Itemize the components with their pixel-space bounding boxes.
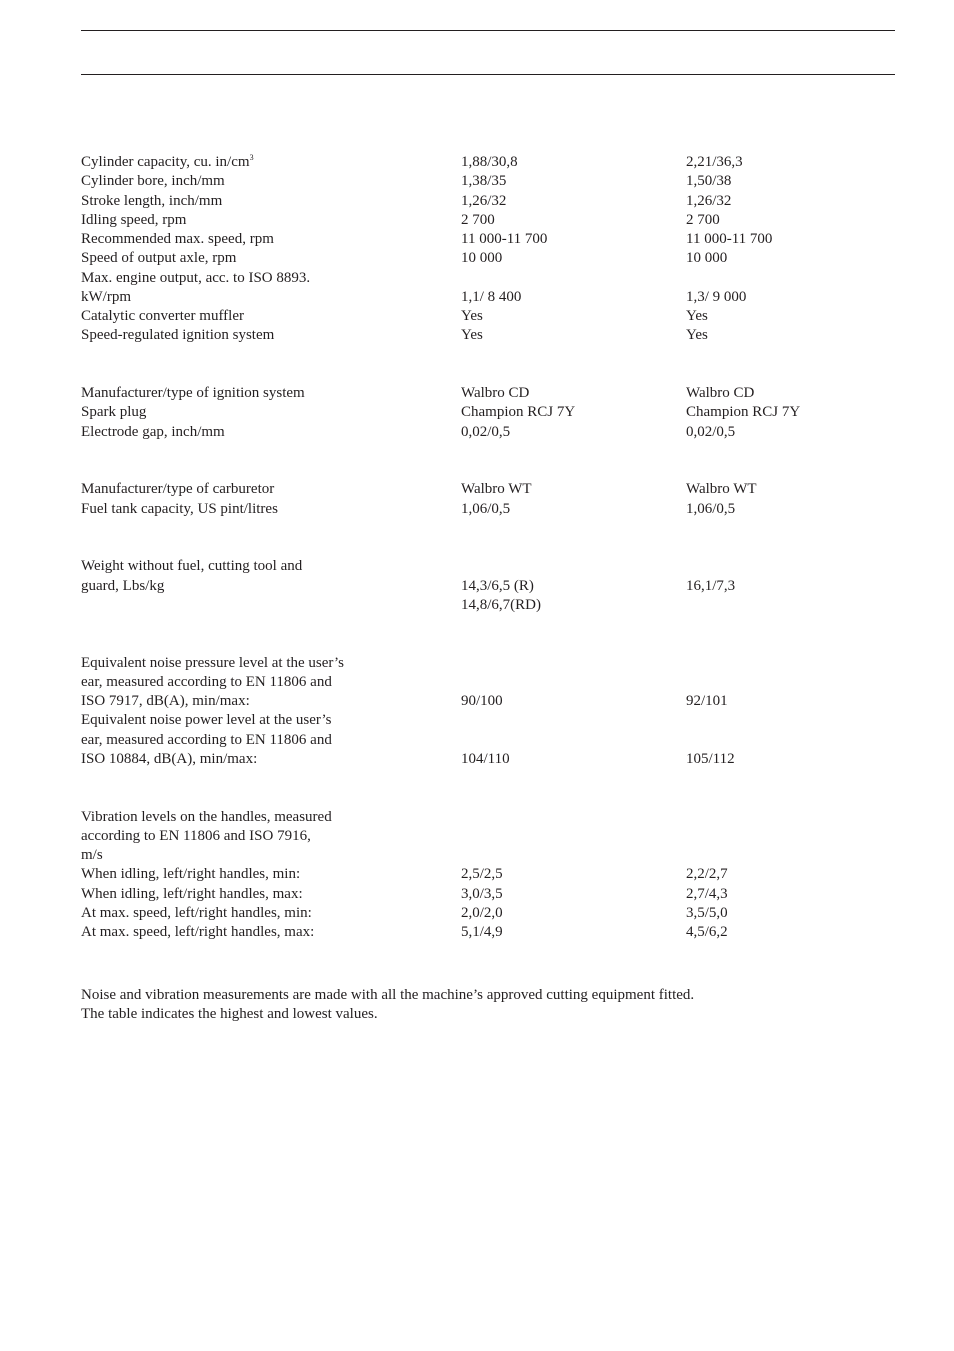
spec-label: Recommended max. speed, rpm bbox=[81, 231, 274, 247]
vibration-specs-group bbox=[81, 808, 895, 943]
spec-row bbox=[81, 153, 895, 172]
spec-label: Equivalent noise power level at the user’s bbox=[81, 712, 332, 729]
spec-row bbox=[81, 904, 895, 923]
spec-value-model-b: 10 000 bbox=[686, 250, 728, 267]
spec-row bbox=[81, 711, 895, 730]
spec-row bbox=[81, 885, 895, 904]
spec-row bbox=[81, 557, 895, 576]
spec-value-model-a: Champion RCJ 7Y bbox=[461, 404, 576, 421]
spec-row bbox=[81, 673, 895, 692]
spec-label: Manufacturer/type of ignition system bbox=[81, 385, 305, 401]
spec-value-model-a: 104/110 bbox=[461, 750, 510, 767]
spec-row bbox=[81, 403, 895, 422]
unit-superscript: 3 bbox=[249, 153, 254, 162]
spec-label: according to EN 11806 and ISO 7916, bbox=[81, 827, 311, 844]
spec-value-model-a: 1,26/32 bbox=[461, 192, 507, 209]
spec-value-model-b: 1,3/ 9 000 bbox=[686, 288, 747, 305]
spec-label: When idling, left/right handles, min: bbox=[81, 866, 301, 883]
spec-row bbox=[81, 211, 895, 230]
spec-row bbox=[81, 865, 895, 884]
spec-row bbox=[81, 500, 895, 519]
spec-label: ISO 10884, dB(A), min/max: bbox=[81, 750, 258, 767]
header-rule-bottom bbox=[81, 74, 895, 75]
spec-row bbox=[81, 480, 895, 499]
spec-row bbox=[81, 577, 895, 596]
spec-label: Equivalent noise pressure level at the user’s bbox=[81, 654, 344, 671]
spec-row bbox=[81, 172, 895, 191]
spec-label: When idling, left/right handles, max: bbox=[81, 885, 303, 902]
spec-value-model-b: 2 700 bbox=[686, 211, 720, 228]
spec-label: At max. speed, left/right handles, max: bbox=[81, 924, 315, 940]
spec-row bbox=[81, 692, 895, 711]
spec-label: Speed of output axle, rpm bbox=[81, 250, 237, 267]
spec-value-model-a: 5,1/4,9 bbox=[461, 924, 503, 940]
spec-label: Cylinder capacity, cu. $in/cm^3$ bbox=[81, 153, 254, 170]
spec-row bbox=[81, 307, 895, 326]
spec-label: kW/rpm bbox=[81, 288, 131, 305]
spec-row bbox=[81, 288, 895, 307]
weight-specs-group bbox=[81, 557, 895, 615]
spec-value-model-a: 0,02/0,5 bbox=[461, 423, 511, 440]
spec-value-model-a: 10 000 bbox=[461, 250, 503, 267]
spec-value-model-b: 105/112 bbox=[686, 750, 735, 767]
spec-value-model-a: 3,0/3,5 bbox=[461, 885, 503, 902]
spec-row bbox=[81, 423, 895, 442]
spec-value-model-b: Walbro CD bbox=[686, 385, 755, 401]
spec-label: Vibration levels on the handles, measured bbox=[81, 808, 332, 825]
spec-row bbox=[81, 596, 895, 615]
spec-value-model-b: Yes bbox=[686, 308, 708, 324]
spec-label: m/s bbox=[81, 847, 103, 863]
spec-value-model-a: Walbro CD bbox=[461, 385, 530, 401]
measurement-note bbox=[81, 986, 895, 1025]
spec-label: Weight without fuel, cutting tool and bbox=[81, 558, 303, 575]
spec-row bbox=[81, 846, 895, 865]
spec-row bbox=[81, 827, 895, 846]
spec-value-model-b: 1,50/38 bbox=[686, 173, 732, 190]
spec-value-model-b: 4,5/6,2 bbox=[686, 924, 728, 940]
spec-value-model-a: 1,1/ 8 400 bbox=[461, 288, 522, 305]
fuel-specs-group bbox=[81, 480, 895, 519]
spec-value-model-b: 16,1/7,3 bbox=[686, 577, 736, 594]
spec-value-model-a: Walbro WT bbox=[461, 481, 532, 498]
spec-row bbox=[81, 230, 895, 249]
header-rule-top bbox=[81, 30, 895, 31]
spec-value-model-a: Yes bbox=[461, 308, 483, 324]
spec-label: ear, measured according to EN 11806 and bbox=[81, 673, 332, 690]
spec-row bbox=[81, 654, 895, 673]
spec-row bbox=[81, 269, 895, 288]
spec-value-model-b: Yes bbox=[686, 327, 708, 344]
spec-label: ISO 7917, dB(A), min/max: bbox=[81, 693, 250, 709]
spec-label: guard, Lbs/kg bbox=[81, 577, 165, 594]
spec-value-model-a: 1,88/30,8 bbox=[461, 154, 518, 170]
spec-value-model-b: 2,7/4,3 bbox=[686, 885, 728, 902]
engine-specs-group bbox=[81, 153, 895, 346]
technical-data-table bbox=[81, 153, 895, 942]
spec-label: Fuel tank capacity, US pint/litres bbox=[81, 500, 278, 517]
spec-label: Max. engine output, acc. to ISO 8893. bbox=[81, 269, 311, 286]
spec-value-model-a: 2,5/2,5 bbox=[461, 866, 503, 883]
spec-label: Idling speed, rpm bbox=[81, 211, 187, 228]
spec-value-model-b: Walbro WT bbox=[686, 481, 757, 498]
spec-label: Manufacturer/type of carburetor bbox=[81, 481, 275, 498]
spec-row bbox=[81, 808, 895, 827]
spec-row bbox=[81, 750, 895, 769]
spec-label: Spark plug bbox=[81, 404, 147, 421]
ignition-specs-group bbox=[81, 384, 895, 442]
spec-value-model-b: 1,06/0,5 bbox=[686, 500, 736, 517]
spec-value-model-b: 2,21/36,3 bbox=[686, 154, 743, 170]
spec-value-model-a: 14,8/6,7(RD) bbox=[461, 596, 541, 613]
spec-row bbox=[81, 326, 895, 345]
spec-label: Cylinder bore, inch/mm bbox=[81, 173, 225, 190]
note-line: Noise and vibration measurements are made with all the machine’s approved cutting equipment fitted. bbox=[81, 987, 695, 1003]
spec-value-model-b: 11 000-11 700 bbox=[686, 231, 773, 247]
spec-value-model-b: 3,5/5,0 bbox=[686, 904, 728, 921]
note-line: The table indicates the highest and lowest values. bbox=[81, 1006, 378, 1023]
spec-label: Electrode gap, inch/mm bbox=[81, 423, 225, 440]
spec-row bbox=[81, 923, 895, 942]
spec-label: Stroke length, inch/mm bbox=[81, 192, 223, 209]
spec-value-model-a: 11 000-11 700 bbox=[461, 231, 548, 247]
spec-value-model-b: 2,2/2,7 bbox=[686, 866, 728, 883]
spec-value-model-a: Yes bbox=[461, 327, 483, 344]
spec-label: ear, measured according to EN 11806 and bbox=[81, 731, 332, 748]
spec-row bbox=[81, 192, 895, 211]
spec-row bbox=[81, 249, 895, 268]
spec-value-model-b: 1,26/32 bbox=[686, 192, 732, 209]
spec-value-model-a: 1,38/35 bbox=[461, 173, 507, 190]
spec-value-model-a: 14,3/6,5 (R) bbox=[461, 577, 534, 594]
noise-specs-group bbox=[81, 654, 895, 770]
spec-row bbox=[81, 384, 895, 403]
spec-value-model-a: 2 700 bbox=[461, 211, 495, 228]
spec-value-model-a: 1,06/0,5 bbox=[461, 500, 511, 517]
spec-value-model-b: Champion RCJ 7Y bbox=[686, 404, 801, 421]
spec-row bbox=[81, 731, 895, 750]
spec-value-model-a: 2,0/2,0 bbox=[461, 904, 503, 921]
spec-label: Speed-regulated ignition system bbox=[81, 327, 275, 344]
spec-value-model-b: 92/101 bbox=[686, 693, 728, 709]
spec-value-model-a: 90/100 bbox=[461, 693, 503, 709]
spec-label: At max. speed, left/right handles, min: bbox=[81, 904, 312, 921]
spec-value-model-b: 0,02/0,5 bbox=[686, 423, 736, 440]
spec-label: Catalytic converter muffler bbox=[81, 308, 244, 324]
